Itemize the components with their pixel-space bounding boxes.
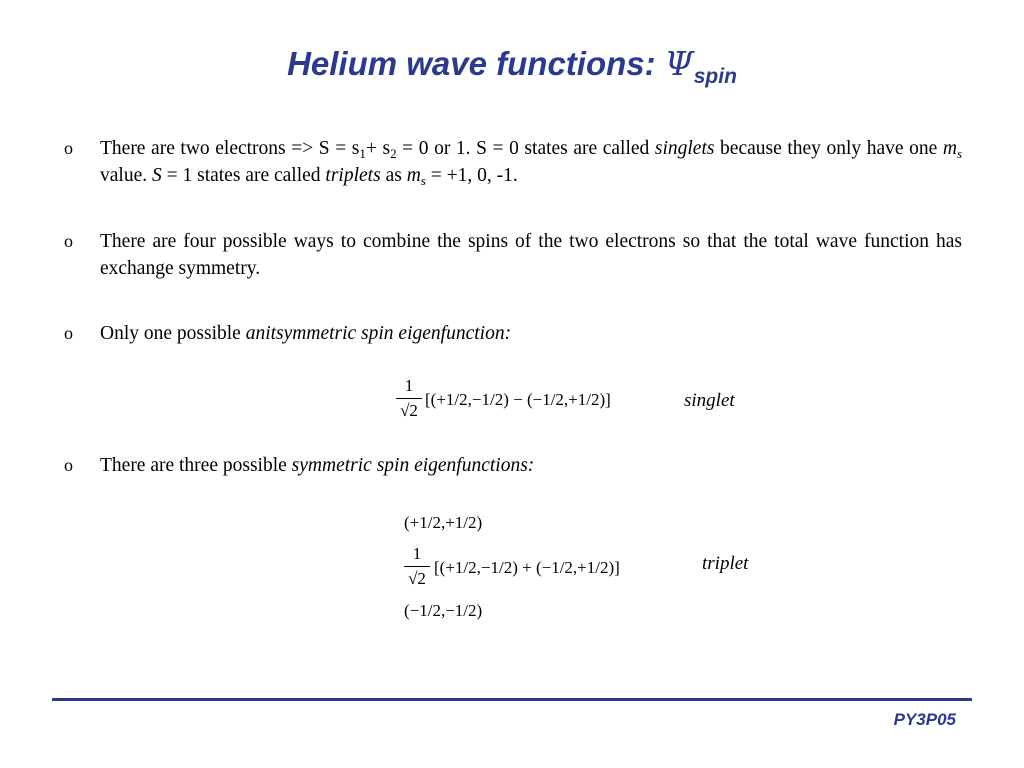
triplet-label: triplet [702,553,749,574]
bullet-3-text [100,320,962,347]
bullet-marker: o [64,231,73,251]
subscript: s [420,173,426,188]
bullet-marker: o [64,138,73,158]
title-text: Helium wave functions: [287,45,665,82]
bullet-2-text: There are four possible ways to combine the spins of the two electrons so that the total wave function has exchange symmetry. [100,231,962,279]
bullet-1 [64,135,962,189]
bullet-marker: o [64,455,73,475]
triplet-line-1: (+1/2,+1/2) [404,513,483,532]
emphasis: anitsymmetric spin eigenfunction: [245,323,512,344]
bullet-1-text [100,135,962,189]
emphasis: m [406,165,421,186]
triplet-fraction [404,544,430,589]
psi-symbol: Ψ [664,44,694,83]
text-run: because they only have one [714,138,943,159]
text-run: There are three possible [100,455,292,476]
bullet-3 [64,320,962,347]
fraction-bar [396,398,422,399]
text-run: = 1 states are called [161,165,326,186]
emphasis: m [942,138,957,159]
subscript: 2 [390,146,397,161]
singlet-label: singlet [684,390,735,411]
footer-rule [52,698,972,701]
bullet-4 [64,452,962,479]
fraction-denominator: √2 [408,569,426,588]
singlet-expression: [(+1/2,−1/2) − (−1/2,+1/2)] [425,390,611,409]
text-run: = +1, 0, -1. [425,165,518,186]
emphasis: symmetric spin eigenfunctions: [291,455,535,476]
emphasis: singlets [654,138,715,159]
text-run: + s [365,138,391,159]
text-run: value. [100,165,152,186]
text-run: Only one possible [100,323,246,344]
subscript: s [956,146,963,161]
triplet-line-2-expression: [(+1/2,−1/2) + (−1/2,+1/2)] [434,558,620,577]
text-run: as [380,165,407,186]
text-run: = 0 or 1. S = 0 states are called [396,138,655,159]
bullet-marker: o [64,323,73,343]
title-subscript: spin [693,65,737,88]
fraction-bar [404,566,430,567]
bullet-2 [64,228,962,282]
fraction-numerator: 1 [412,544,422,563]
emphasis: triplets [325,165,381,186]
slide-title [0,44,1024,89]
singlet-fraction [396,376,422,421]
fraction-numerator: 1 [404,376,414,395]
triplet-line-3: (−1/2,−1/2) [404,601,483,620]
fraction-denominator: √2 [400,401,418,420]
footer-course-code: PY3P05 [893,710,956,729]
text-run: There are two electrons => S = s [100,138,360,159]
emphasis: S [151,165,162,186]
bullet-4-text [100,452,962,479]
subscript: 1 [359,146,366,161]
